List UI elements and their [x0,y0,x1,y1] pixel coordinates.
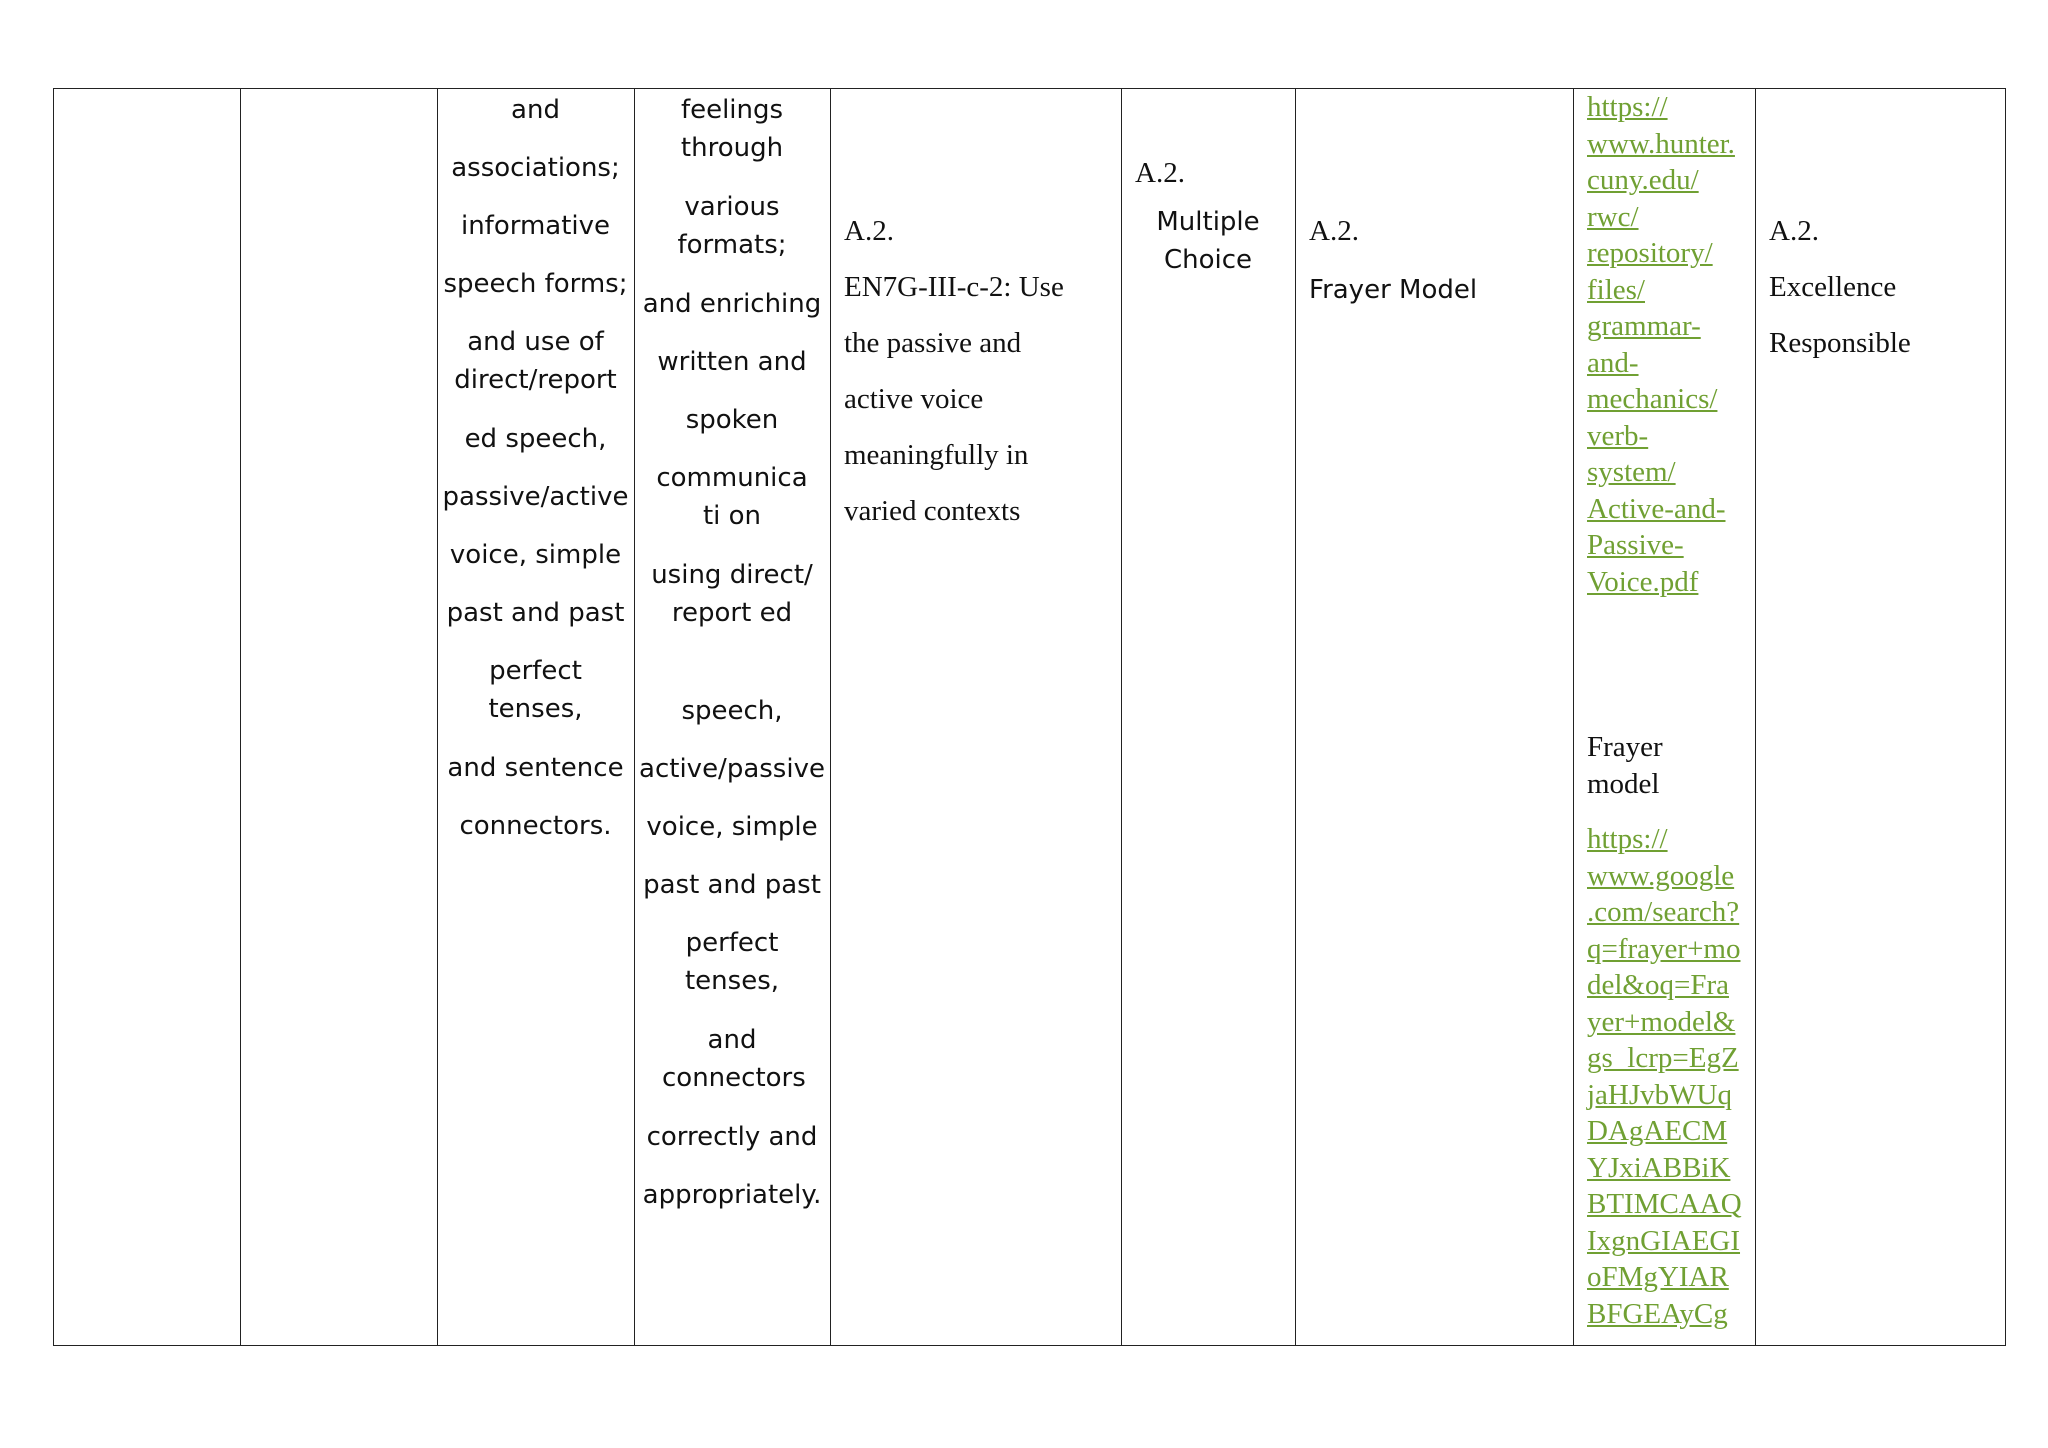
text-line: passive/active [442,482,629,512]
strategy-cell [1295,89,1573,1345]
text-line: ed speech, [464,424,607,454]
resource-link-line[interactable]: system/ [1587,456,1676,488]
text-line: and enriching [642,289,822,319]
resource-link-line[interactable]: Passive- [1587,529,1684,561]
competency-line: active voice [844,383,984,415]
text-line: communicati on [656,463,808,531]
resource-link-line[interactable]: and- [1587,346,1639,379]
resource-link-line[interactable]: rwc/ [1587,200,1639,233]
assessment-cell [1121,89,1295,1345]
competency-line: EN7G-III-c-2: Use [844,271,1064,303]
lesson-plan-table [53,88,2006,1346]
competency-line: the passive and [844,327,1022,359]
resource-link-line[interactable]: gs_lcrp=EgZ [1587,1042,1739,1074]
assessment-code: A.2. [1135,157,1185,189]
resource-link-line[interactable]: cuny.edu/ [1587,164,1699,196]
text-line: past and past [446,598,625,628]
text-line: voice, simple [449,540,622,570]
resource-link-line[interactable]: verb- [1587,419,1649,452]
competency-code: A.2. [844,215,894,247]
text-line: and use of direct/report [454,327,617,395]
resources-cell [1573,89,1755,1345]
text-line: connectors. [459,811,612,841]
resource-link-line[interactable]: oFMgYIAR [1587,1261,1729,1293]
empty-cell [240,89,437,1345]
resource-link-line[interactable]: q=frayer+mo [1587,932,1741,965]
competency-line: varied contexts [844,495,1021,527]
text-line: and sentence [447,753,624,783]
resource-label: Frayer [1587,731,1663,763]
text-line: speech forms; [443,269,628,299]
text-line: and connectors [662,1025,806,1093]
text-line: and [511,95,560,125]
resource-link-line[interactable]: jaHJvbWUq [1587,1078,1732,1111]
resource-link-line[interactable]: www.google [1587,859,1735,892]
values-cell [1755,89,2007,1345]
resource-link-line[interactable]: BFGEAyCg [1587,1297,1728,1330]
text-line: correctly and [646,1122,818,1152]
resource-link-line[interactable]: Voice.pdf [1587,565,1699,598]
resource-link-line[interactable]: BTIMCAAQ [1587,1188,1742,1220]
text-line: voice, simple [646,812,818,842]
text-line: speech, [681,696,783,726]
content-standard-cell [437,89,634,1345]
values-line: Excellence [1769,271,1897,303]
strategy-text: Frayer Model [1309,275,1478,305]
values-line: Responsible [1769,327,1911,359]
resource-link-line[interactable]: .com/search? [1587,896,1740,928]
resource-link-line[interactable]: grammar- [1587,310,1701,342]
resource-link-line[interactable]: www.hunter. [1587,127,1735,160]
text-line: past and past [643,870,821,900]
resource-link-line[interactable]: DAgAECM [1587,1115,1728,1147]
learning-competency-cell [830,89,1121,1345]
resource-label: model [1587,767,1660,800]
resource-link-line[interactable]: yer+model& [1587,1005,1736,1038]
text-line: associations; [451,153,620,183]
resource-link-line[interactable]: files/ [1587,273,1645,306]
text-line: feelings through [680,95,784,163]
empty-cell [54,89,240,1345]
text-line: spoken [685,405,779,435]
assessment-line: Multiple [1156,207,1260,237]
resource-link-line[interactable]: IxgnGIAEGI [1587,1224,1741,1257]
text-line: active/passive [639,754,825,784]
resource-link-line[interactable]: YJxiABBiK [1587,1151,1731,1184]
resource-link-line[interactable]: https:// [1587,823,1668,855]
values-code: A.2. [1769,215,1819,247]
text-line: using direct/report ed [651,560,813,628]
assessment-line: Choice [1163,245,1253,275]
resource-link-line[interactable]: https:// [1587,91,1668,123]
resource-link-line[interactable]: mechanics/ [1587,383,1718,415]
resource-link-line[interactable]: repository/ [1587,237,1713,269]
resource-link-line[interactable]: del&oq=Fra [1587,969,1729,1001]
text-line: perfect tenses, [488,656,583,724]
text-line: written and [657,347,807,377]
resource-link-line[interactable]: Active-and- [1587,492,1726,525]
text-line: informative [460,211,611,241]
text-line: appropriately. [642,1180,822,1210]
competency-line: meaningfully in [844,439,1029,471]
text-line: perfect tenses, [684,928,780,996]
strategy-code: A.2. [1309,215,1359,247]
text-line: various formats; [677,192,787,260]
performance-standard-cell [634,89,830,1345]
